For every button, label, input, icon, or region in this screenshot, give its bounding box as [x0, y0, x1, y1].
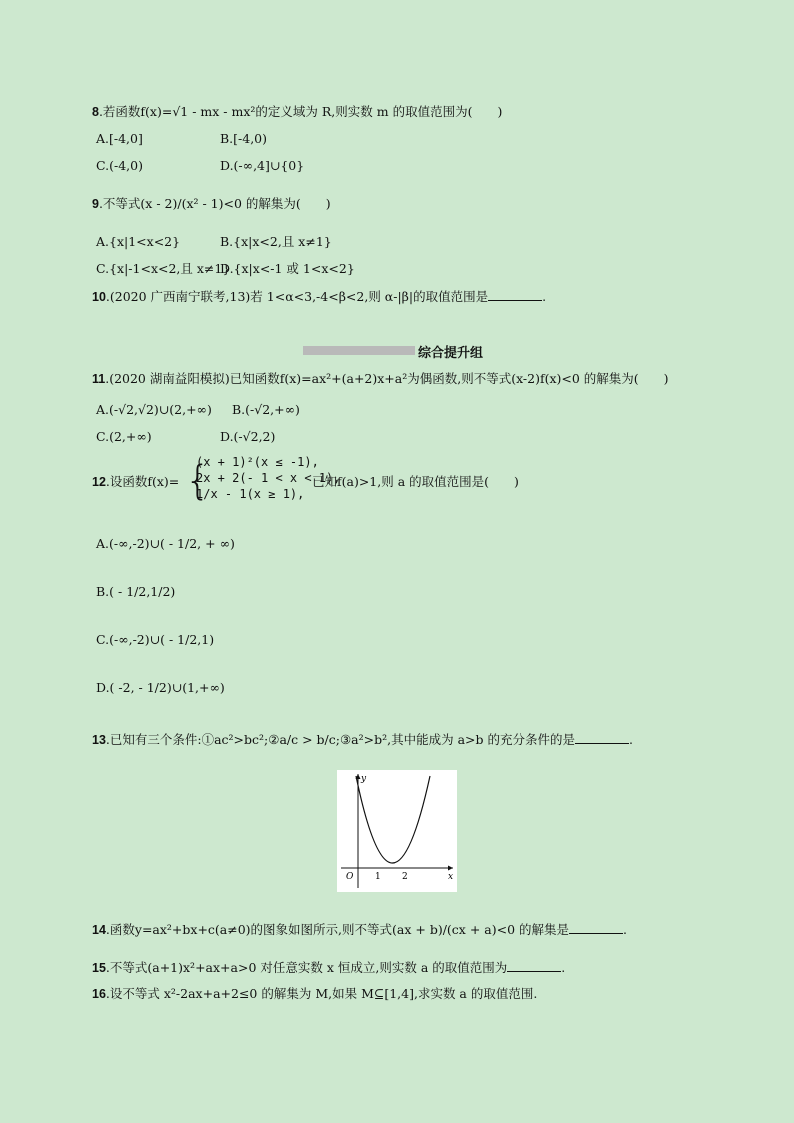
question-11: [92, 371, 669, 387]
y-axis-label: y: [361, 774, 367, 784]
question-tail: .: [542, 289, 547, 304]
option-d: D.(-√2,2): [220, 429, 276, 444]
option-b: B.{x|x<2,且 x≠1}: [220, 234, 332, 249]
option-c: C.(2,+∞): [96, 429, 152, 444]
option-d: D.( -2, - 1/2)∪(1,+∞): [96, 680, 225, 695]
option-c: C.{x|-1<x<2,且 x≠1}: [96, 261, 231, 276]
question-tail: .: [561, 960, 566, 975]
question-number: 16: [92, 987, 106, 1001]
question-text: .(2020 广西南宁联考,13)若 1<α<3,-4<β<2,则 α-|β|的取值范围是: [105, 289, 489, 304]
option-b: B.[-4,0): [220, 131, 268, 146]
option-a: A.[-4,0]: [96, 131, 143, 146]
question-tail: .: [628, 732, 633, 747]
case-2: 2x + 2(- 1 < x < 1),: [196, 471, 341, 485]
option-d: D.(-∞,4]∪{0}: [220, 158, 305, 173]
question-text: .已知有三个条件:①ac²>bc²;②a/c > b/c;③a²>b²,其中能成为 a>b 的充分条件的是: [105, 732, 575, 747]
question-9: [92, 196, 331, 212]
answer-blank[interactable]: [569, 921, 623, 934]
question-16: [92, 986, 537, 1002]
answer-blank[interactable]: [575, 731, 629, 744]
option-c: C.(-∞,-2)∪( - 1/2,1): [96, 632, 215, 647]
question-prefix: .设函数f(x)=: [105, 474, 180, 489]
question-text: .设不等式 x²-2ax+a+2≤0 的解集为 M,如果 M⊆[1,4],求实数 a 的取值范围.: [105, 986, 538, 1001]
question-12: [92, 474, 179, 490]
question-number: 9: [92, 197, 99, 211]
origin-label: O: [346, 872, 354, 882]
question-8: [92, 104, 502, 120]
piecewise-brace: {: [185, 458, 211, 504]
option-b: B.( - 1/2,1/2): [96, 584, 176, 599]
case-3: 1/x - 1(x ≥ 1),: [196, 487, 305, 501]
answer-blank[interactable]: [507, 959, 561, 972]
parabola-figure: [337, 770, 457, 892]
option-a: A.(-∞,-2)∪( - 1/2, + ∞): [96, 536, 235, 551]
option-d: D.{x|x<-1 或 1<x<2}: [220, 261, 355, 276]
question-10: [92, 288, 546, 305]
option-b: B.(-√2,+∞): [232, 402, 300, 417]
question-number: 12: [92, 475, 106, 489]
question-number: 11: [92, 372, 106, 386]
option-c: C.(-4,0): [96, 158, 143, 173]
option-a: A.{x|1<x<2}: [96, 234, 181, 249]
question-tail: .: [623, 922, 627, 937]
x-axis-label: x: [448, 872, 454, 882]
question-number: 10: [92, 290, 106, 304]
tick-label-1: 1: [375, 872, 381, 882]
answer-blank[interactable]: [488, 288, 542, 301]
parabola-curve: [356, 776, 430, 863]
parabola-graph: [337, 770, 457, 892]
question-number: 14: [92, 923, 106, 937]
question-text: .若函数f(x)=√1 - mx - mx²的定义域为 R,则实数 m 的取值范围为( ): [98, 104, 503, 119]
case-1: (x + 1)²(x ≤ -1),: [196, 455, 319, 469]
option-a: A.(-√2,√2)∪(2,+∞): [96, 402, 212, 417]
tick-label-2: 2: [402, 872, 408, 882]
question-15: [92, 959, 565, 976]
question-number: 15: [92, 961, 106, 975]
question-suffix: 已知f(a)>1,则 a 的取值范围是( ): [312, 474, 519, 489]
section-bar: [303, 346, 415, 355]
question-number: 8: [92, 105, 99, 119]
question-text: .不等式(x - 2)/(x² - 1)<0 的解集为( ): [98, 196, 331, 211]
section-title: 综合提升组: [418, 345, 484, 360]
question-text: .不等式(a+1)x²+ax+a>0 对任意实数 x 恒成立,则实数 a 的取值范围为: [105, 960, 508, 975]
question-text: .函数y=ax²+bx+c(a≠0)的图象如图所示,则不等式(ax + b)/(cx + a)<0 的解集是: [105, 922, 569, 937]
x-axis-arrow: [448, 866, 453, 871]
question-text: .(2020 湖南益阳模拟)已知函数f(x)=ax²+(a+2)x+a²为偶函数,则不等式(x-2)f(x)<0 的解集为( ): [105, 371, 669, 386]
question-14: [92, 921, 627, 938]
question-number: 13: [92, 733, 106, 747]
question-13: [92, 731, 633, 748]
